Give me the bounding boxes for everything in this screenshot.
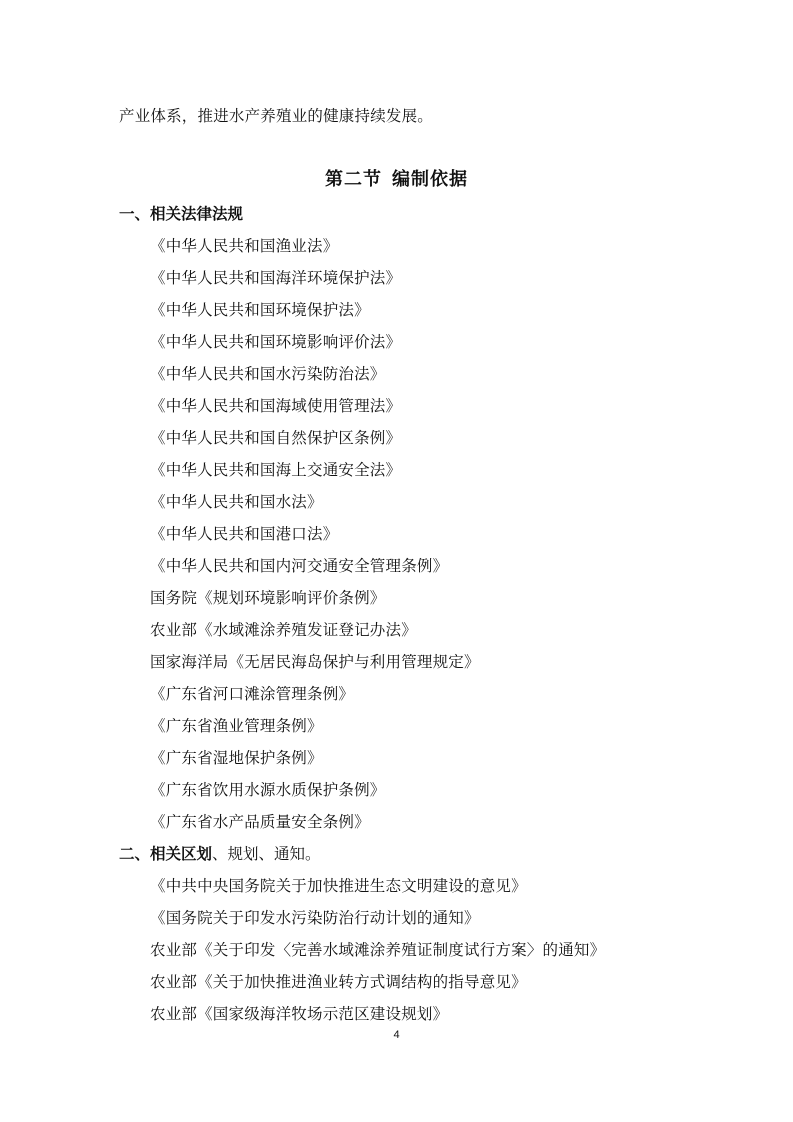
laws-heading: 一、相关法律法规 [119, 205, 244, 223]
law-item: 《广东省水产品质量安全条例》 [150, 813, 370, 831]
law-item: 《中华人民共和国环境影响评价法》 [150, 333, 402, 351]
law-item: 《中华人民共和国海上交通安全法》 [150, 461, 402, 479]
section-number: 第二节 [325, 169, 382, 190]
law-item: 《广东省渔业管理条例》 [150, 717, 323, 735]
law-item: 《中华人民共和国内河交通安全管理条例》 [150, 557, 449, 575]
law-item: 《中华人民共和国海洋环境保护法》 [150, 269, 402, 287]
plan-item: 农业部《国家级海洋牧场示范区建设规划》 [150, 1005, 449, 1023]
law-item: 《广东省饮用水源水质保护条例》 [150, 781, 386, 799]
law-item: 《广东省河口滩涂管理条例》 [150, 685, 355, 703]
law-item: 《中华人民共和国环境保护法》 [150, 301, 370, 319]
plans-heading-bold: 二、相关区划 [119, 845, 213, 863]
law-item: 《中华人民共和国水污染防治法》 [150, 365, 386, 383]
law-item: 农业部《水域滩涂养殖发证登记办法》 [150, 621, 417, 639]
law-item: 《中华人民共和国港口法》 [150, 525, 339, 543]
section-name: 编制依据 [392, 169, 468, 190]
law-item: 《广东省湿地保护条例》 [150, 749, 323, 767]
law-item: 国家海洋局《无居民海岛保护与利用管理规定》 [150, 653, 480, 671]
plan-item: 《中共中央国务院关于加快推进生态文明建设的意见》 [150, 877, 527, 895]
law-item: 《中华人民共和国渔业法》 [150, 237, 339, 255]
intro-paragraph-line: 产业体系，推进水产养殖业的健康持续发展。 [119, 107, 434, 125]
plan-item: 《国务院关于印发水污染防治行动计划的通知》 [150, 909, 480, 927]
plans-heading [119, 844, 321, 864]
law-item: 《中华人民共和国自然保护区条例》 [150, 429, 402, 447]
plan-item: 农业部《关于印发〈完善水域滩涂养殖证制度试行方案〉的通知》 [150, 941, 606, 959]
law-item: 《中华人民共和国海域使用管理法》 [150, 397, 402, 415]
page-number: 4 [393, 1029, 400, 1041]
law-item: 《中华人民共和国水法》 [150, 493, 323, 511]
plans-heading-rest: 、规划、通知。 [212, 845, 321, 863]
law-item: 国务院《规划环境影响评价条例》 [150, 589, 386, 607]
section-title [0, 168, 793, 192]
plan-item: 农业部《关于加快推进渔业转方式调结构的指导意见》 [150, 973, 527, 991]
